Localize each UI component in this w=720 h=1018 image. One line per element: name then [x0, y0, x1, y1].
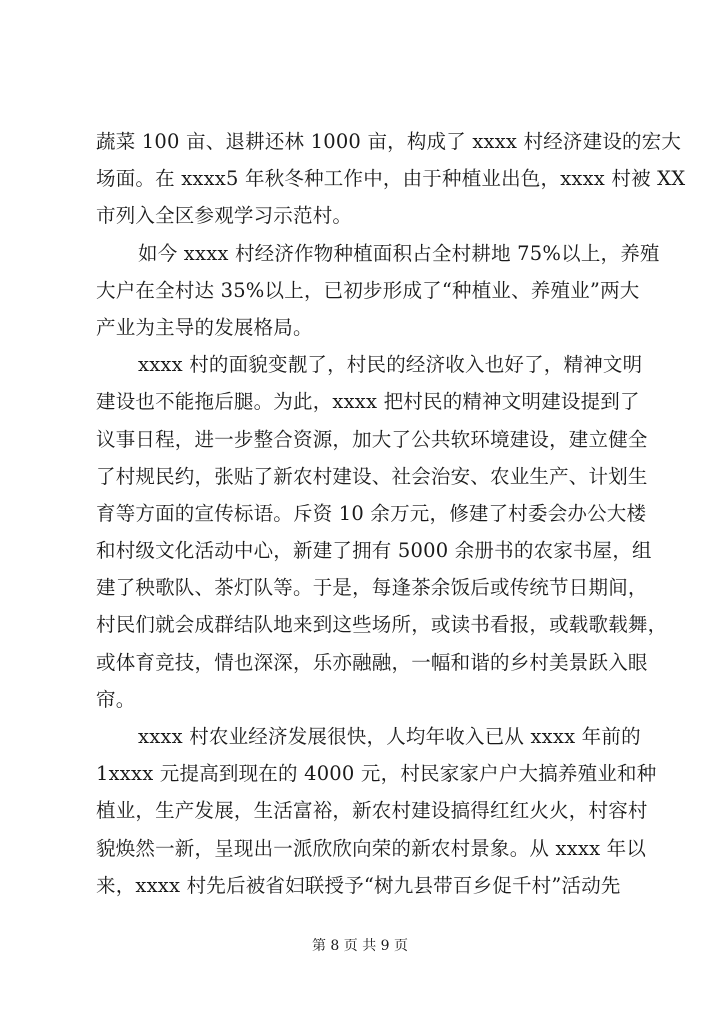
text-line: 和村级文化活动中心，新建了拥有 5000 余册书的农家书屋，组	[96, 539, 652, 563]
paragraph-start-line: xxxx 村农业经济发展很快，人均年收入已从 xxxx 年前的	[138, 725, 641, 748]
text-line: 议事日程，进一步整合资源，加大了公共软环境建设，建立健全	[96, 427, 648, 451]
paragraph-start-line: xxxx 村的面貌变靓了，村民的经济收入也好了，精神文明	[138, 353, 643, 377]
text-line: 市列入全区参观学习示范村。	[96, 204, 353, 228]
text-line: 大户在全村达 35%以上，已初步形成了“种植业、养殖业”两大	[96, 278, 640, 302]
text-line: 来，xxxx 村先后被省妇联授予“树九县带百乡促千村”活动先	[96, 873, 621, 897]
text-line: 场面。在 xxxx5 年秋冬种工作中，由于种植业出色，xxxx 村被 XX	[96, 167, 686, 191]
text-line: 村民们就会成群结队地来到这些场所，或读书看报，或载歌载舞，	[96, 613, 668, 637]
text-line: 建设也不能拖后腿。为此，xxxx 把村民的精神文明建设提到了	[96, 390, 640, 414]
text-line: 蔬菜 100 亩、退耕还林 1000 亩，构成了 xxxx 村经济建设的宏大	[96, 130, 682, 153]
paragraph-start-line: 如今 xxxx 村经济作物种植面积占全村耕地 75%以上，养殖	[138, 241, 660, 265]
text-line: 貌焕然一新，呈现出一派欣欣向荣的新农村景象。从 xxxx 年以	[96, 836, 647, 860]
document-body	[96, 123, 686, 904]
text-line: 或体育竞技，情也深深，乐亦融融，一幅和谐的乡村美景跃入眼	[96, 650, 648, 674]
text-line: 建了秧歌队、茶灯队等。于是，每逢茶余饭后或传统节日期间，	[96, 576, 648, 600]
text-line: 帘。	[96, 687, 136, 711]
text-line: 了村规民约，张贴了新农村建设、社会治安、农业生产、计划生	[96, 464, 648, 488]
text-line: 育等方面的宣传标语。斥资 10 余万元，修建了村委会办公大楼	[96, 501, 647, 525]
text-line: 1xxxx 元提高到现在的 4000 元，村民家家户户大搞养殖业和种	[96, 762, 657, 786]
text-line: 产业为主导的发展格局。	[96, 315, 313, 339]
text-line: 植业，生产发展，生活富裕，新农村建设搞得红红火火，村容村	[96, 799, 648, 823]
page-footer: 第 8 页 共 9 页	[311, 938, 409, 954]
